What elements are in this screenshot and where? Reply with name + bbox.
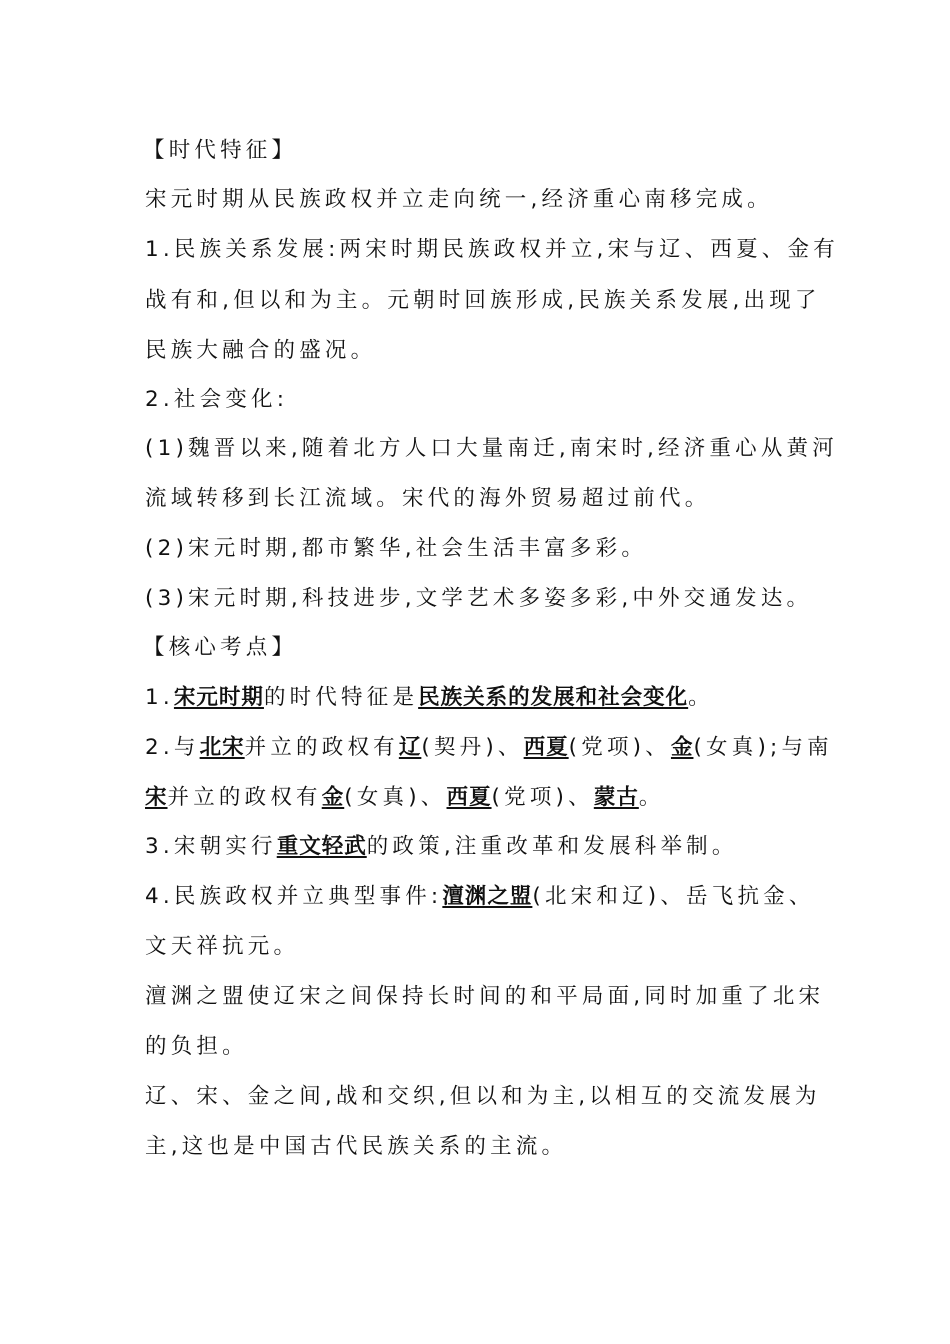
social-change-3: (3)宋元时期,科技进步,文学艺术多姿多彩,中外交通发达。 bbox=[145, 586, 813, 611]
core-point-4-line-1 bbox=[145, 883, 815, 911]
key-term-song-yuan-period: 宋元时期 bbox=[173, 685, 264, 710]
core-point-4-prefix: 4.民族政权并立典型事件: bbox=[145, 884, 443, 909]
war-peace-para-line-1: 辽、宋、金之间,战和交织,但以和为主,以相互的交流发展为 bbox=[145, 1084, 821, 1109]
core-point-1-end: 。 bbox=[688, 685, 714, 710]
key-term-chanyuan-treaty: 澶渊之盟 bbox=[442, 884, 533, 909]
social-change-1-line-1: (1)魏晋以来,随着北方人口大量南迁,南宋时,经济重心从黄河 bbox=[145, 436, 838, 461]
core-point-2-text-1: 并立的政权有 bbox=[244, 735, 399, 760]
ethnic-relations-line-2: 战有和,但以和为主。元朝时回族形成,民族关系发展,出现了 bbox=[145, 288, 821, 313]
core-point-2-line-1 bbox=[145, 734, 833, 762]
key-term-civil-over-military: 重文轻武 bbox=[276, 834, 367, 859]
era-summary: 宋元时期从民族政权并立走向统一,经济重心南移完成。 bbox=[145, 187, 773, 212]
core-point-3-prefix: 3.宋朝实行 bbox=[145, 834, 277, 859]
core-point-1-mid: 的时代特征是 bbox=[263, 685, 419, 710]
core-point-4-line-2: 文天祥抗元。 bbox=[145, 934, 300, 959]
heading-era-features: 【时代特征】 bbox=[143, 138, 298, 163]
social-change-title: 2.社会变化: bbox=[145, 387, 289, 412]
core-point-2-text-6: (女真)、 bbox=[344, 785, 447, 810]
core-point-2-text-5: 并立的政权有 bbox=[167, 785, 322, 810]
key-term-song: 宋 bbox=[145, 785, 168, 810]
social-change-1-line-2: 流域转移到长江流域。宋代的海外贸易超过前代。 bbox=[145, 486, 711, 511]
chanyuan-para-line-2: 的负担。 bbox=[145, 1034, 248, 1059]
key-term-ethnic-social-change: 民族关系的发展和社会变化 bbox=[418, 685, 689, 710]
core-point-1 bbox=[145, 684, 714, 712]
key-term-western-xia: 西夏 bbox=[523, 735, 569, 760]
core-point-4-rest: (北宋和辽)、岳飞抗金、 bbox=[532, 884, 815, 909]
core-point-2-text-4: (女真);与南 bbox=[693, 735, 833, 760]
key-term-western-xia-2: 西夏 bbox=[446, 785, 492, 810]
key-term-northern-song: 北宋 bbox=[199, 735, 245, 760]
ethnic-relations-line-3: 民族大融合的盛况。 bbox=[145, 338, 377, 363]
core-point-1-prefix: 1. bbox=[145, 685, 174, 710]
chanyuan-para-line-1: 澶渊之盟使辽宋之间保持长时间的和平局面,同时加重了北宋 bbox=[145, 984, 825, 1009]
core-point-3-rest: 的政策,注重改革和发展科举制。 bbox=[366, 834, 738, 859]
key-term-mongol: 蒙古 bbox=[593, 785, 639, 810]
core-point-2-prefix: 2.与 bbox=[145, 735, 200, 760]
core-point-2-line-2 bbox=[145, 784, 665, 812]
war-peace-para-line-2: 主,这也是中国古代民族关系的主流。 bbox=[145, 1134, 568, 1159]
core-point-3 bbox=[145, 833, 738, 861]
core-point-2-text-3: (党项)、 bbox=[568, 735, 671, 760]
core-point-2-end: 。 bbox=[638, 785, 665, 810]
key-term-liao: 辽 bbox=[398, 735, 422, 760]
key-term-jin: 金 bbox=[670, 735, 694, 760]
core-point-2-text-2: (契丹)、 bbox=[421, 735, 524, 760]
social-change-2: (2)宋元时期,都市繁华,社会生活丰富多彩。 bbox=[145, 536, 648, 561]
heading-core-points: 【核心考点】 bbox=[143, 635, 298, 660]
core-point-2-text-7: (党项)、 bbox=[491, 785, 594, 810]
ethnic-relations-line-1: 1.民族关系发展:两宋时期民族政权并立,宋与辽、西夏、金有 bbox=[145, 237, 839, 262]
key-term-jin-2: 金 bbox=[321, 785, 345, 810]
